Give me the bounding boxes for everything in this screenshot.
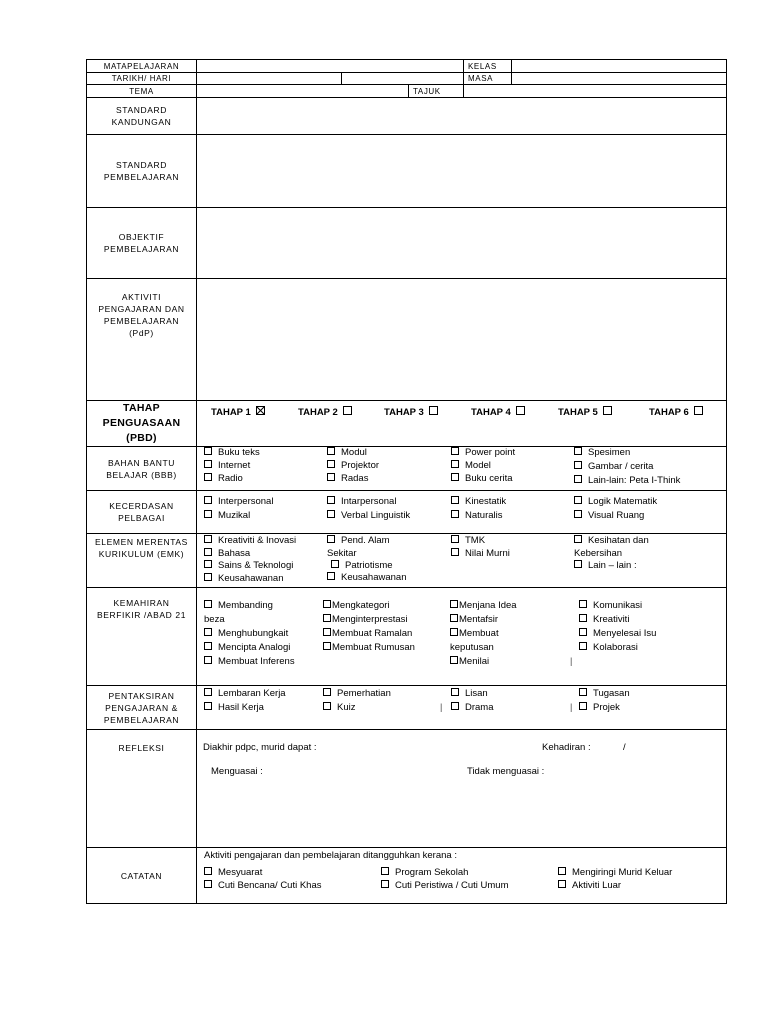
kemahiran-option[interactable]: Kreativiti [579, 614, 629, 626]
checkbox-icon[interactable] [381, 867, 389, 875]
checkbox-icon[interactable] [429, 406, 438, 415]
tidak-menguasai-text: Tidak menguasai : [467, 766, 545, 777]
checkbox-icon[interactable] [323, 614, 331, 622]
kecerdasan-option[interactable]: Interpersonal [204, 496, 273, 508]
cursor-mark: | [570, 656, 573, 666]
bbb-option[interactable]: Spesimen [574, 447, 630, 459]
kemahiran-option[interactable]: Menghubungkait [204, 628, 288, 640]
standard-kandungan-label: STANDARD KANDUNGAN [87, 98, 197, 134]
row-standard-kandungan [87, 98, 726, 135]
checkbox-icon[interactable] [574, 475, 582, 483]
checkbox-icon[interactable] [451, 688, 459, 696]
checkbox-icon[interactable] [451, 535, 459, 543]
hari-value[interactable] [342, 73, 464, 84]
checkbox-icon[interactable] [327, 535, 335, 543]
checkbox-icon[interactable] [204, 702, 212, 710]
tarikh-value[interactable] [197, 73, 342, 84]
cursor-mark: | [440, 702, 443, 712]
tahap-4[interactable]: TAHAP 4 [471, 406, 525, 418]
checkbox-icon[interactable] [579, 614, 587, 622]
row-aktiviti [87, 279, 726, 401]
checkbox-icon[interactable] [327, 473, 335, 481]
row-bbb [87, 447, 726, 491]
checkbox-icon[interactable] [204, 473, 212, 481]
checkbox-icon[interactable] [558, 867, 566, 875]
objektif-label: OBJEKTIF PEMBELAJARAN [87, 208, 197, 278]
checkbox-icon[interactable] [323, 628, 331, 636]
checkbox-icon[interactable] [579, 642, 587, 650]
kecerdasan-option[interactable]: Muzikal [204, 510, 250, 522]
tajuk-label: TAJUK [409, 85, 464, 97]
checkbox-icon[interactable] [579, 688, 587, 696]
kemahiran-option[interactable]: Menjana Idea [450, 600, 517, 612]
checkbox-icon[interactable] [451, 702, 459, 710]
kecerdasan-option[interactable]: Visual Ruang [574, 510, 644, 522]
kemahiran-option[interactable]: Membuat Rumusan [323, 642, 415, 654]
tarikh-label: TARIKH/ HARI [87, 73, 197, 84]
kemahiran-option[interactable]: Membuat Ramalan [323, 628, 412, 640]
pentaksiran-option[interactable]: Lisan [451, 688, 488, 700]
bbb-option[interactable]: Radio [204, 473, 243, 485]
catatan-option[interactable]: Mesyuarat [204, 867, 262, 879]
row-pentaksiran [87, 686, 726, 730]
catatan-option[interactable]: Cuti Bencana/ Cuti Khas [204, 880, 322, 892]
checkbox-icon[interactable] [450, 628, 458, 636]
row-emk [87, 534, 726, 588]
checkbox-icon[interactable] [579, 600, 587, 608]
bbb-label: BAHAN BANTU BELAJAR (BBB) [87, 447, 197, 490]
kecerdasan-label: KECERDASAN PELBAGAI [87, 491, 197, 533]
tema-value[interactable] [197, 85, 409, 97]
catatan-option[interactable]: Aktiviti Luar [558, 880, 621, 892]
checkbox-icon[interactable] [451, 460, 459, 468]
checkbox-icon[interactable] [204, 460, 212, 468]
pentaksiran-option[interactable]: Drama [451, 702, 494, 714]
checkbox-icon[interactable] [331, 560, 339, 568]
kemahiran-option[interactable]: Mengkategori [323, 600, 390, 612]
checkbox-icon[interactable] [574, 560, 582, 568]
checkbox-icon[interactable] [323, 702, 331, 710]
checkbox-icon[interactable] [603, 406, 612, 415]
checkbox-icon[interactable] [579, 628, 587, 636]
emk-option[interactable]: Kesihatan dan [574, 535, 649, 547]
emk-option[interactable]: Sains & Teknologi [204, 560, 293, 572]
checkbox-icon[interactable] [204, 880, 212, 888]
bbb-option[interactable]: Modul [327, 447, 367, 459]
tahap-5[interactable]: TAHAP 5 [558, 406, 612, 418]
kemahiran-option[interactable]: Menginterprestasi [323, 614, 408, 626]
emk-option[interactable]: Lain – lain : [574, 560, 637, 572]
checkbox-icon[interactable] [323, 642, 331, 650]
checkbox-icon[interactable] [204, 573, 212, 581]
bbb-option[interactable]: Buku teks [204, 447, 260, 459]
masa-label: MASA [464, 73, 512, 84]
emk-option[interactable]: Kreativiti & Inovasi [204, 535, 296, 547]
catatan-option[interactable]: Mengiringi Murid Keluar [558, 867, 672, 879]
checkbox-icon[interactable] [451, 548, 459, 556]
checkbox-icon[interactable] [204, 600, 212, 608]
checkbox-icon[interactable] [450, 614, 458, 622]
checkbox-icon[interactable] [327, 447, 335, 455]
checkbox-icon[interactable] [450, 600, 458, 608]
checkbox-icon[interactable] [327, 572, 335, 580]
checkbox-icon[interactable] [327, 510, 335, 518]
kemahiran-option[interactable]: Membanding [204, 600, 273, 612]
pentaksiran-option[interactable]: Projek [579, 702, 620, 714]
kehadiran-text: Kehadiran : [542, 742, 591, 753]
emk-option[interactable]: Pend. Alam [327, 535, 390, 547]
catatan-option[interactable]: Cuti Peristiwa / Cuti Umum [381, 880, 509, 892]
kemahiran-option[interactable]: Membuat Inferens [204, 656, 295, 668]
checkbox-icon[interactable] [204, 867, 212, 875]
emk-option[interactable]: TMK [451, 535, 485, 547]
matapelajaran-label: MATAPELAJARAN [87, 60, 197, 72]
checkbox-icon[interactable] [574, 447, 582, 455]
lesson-plan-form [86, 59, 727, 904]
checked-box-icon[interactable] [256, 406, 265, 415]
bbb-option[interactable]: Power point [451, 447, 515, 459]
row-tahap [87, 401, 726, 447]
checkbox-icon[interactable] [204, 628, 212, 636]
emk-label: ELEMEN MERENTAS KURIKULUM (EMK) [87, 534, 197, 587]
tahap-6[interactable]: TAHAP 6 [649, 406, 703, 418]
checkbox-icon[interactable] [343, 406, 352, 415]
checkbox-icon[interactable] [204, 642, 212, 650]
checkbox-icon[interactable] [579, 702, 587, 710]
kemahiran-option[interactable]: Membuat [450, 628, 499, 640]
kemahiran-label: KEMAHIRAN BERFIKIR /ABAD 21 [87, 588, 197, 685]
checkbox-icon[interactable] [574, 496, 582, 504]
emk-option[interactable]: Bahasa [204, 548, 250, 560]
bbb-option[interactable]: Model [451, 460, 491, 472]
checkbox-icon[interactable] [451, 473, 459, 481]
checkbox-icon[interactable] [574, 535, 582, 543]
kelas-label: KELAS [464, 60, 512, 72]
refleksi-label: REFLEKSI [87, 730, 197, 847]
catatan-label: CATATAN [87, 848, 197, 904]
kemahiran-text: keputusan [450, 642, 494, 653]
emk-option[interactable]: Keusahawanan [327, 572, 407, 584]
checkbox-icon[interactable] [451, 510, 459, 518]
checkbox-icon[interactable] [558, 880, 566, 888]
emk-option[interactable]: Nilai Murni [451, 548, 510, 560]
checkbox-icon[interactable] [451, 447, 459, 455]
menguasai-text: Menguasai : [211, 766, 263, 777]
kecerdasan-option[interactable]: Kinestatik [451, 496, 506, 508]
checkbox-icon[interactable] [694, 406, 703, 415]
tahap-2[interactable]: TAHAP 2 [298, 406, 352, 418]
emk-option[interactable]: Keusahawanan [204, 573, 284, 585]
row-kecerdasan [87, 491, 726, 534]
row-refleksi [87, 730, 726, 848]
checkbox-icon[interactable] [574, 510, 582, 518]
cursor-mark: | [570, 702, 573, 712]
row-catatan [87, 848, 726, 904]
matapelajaran-value[interactable] [197, 60, 464, 72]
tahap-3[interactable]: TAHAP 3 [384, 406, 438, 418]
kemahiran-text: beza [204, 614, 225, 625]
checkbox-icon[interactable] [516, 406, 525, 415]
checkbox-icon[interactable] [204, 447, 212, 455]
bbb-option[interactable]: Internet [204, 460, 250, 472]
emk-text: Kebersihan [574, 548, 623, 559]
row-objektif [87, 208, 726, 279]
bbb-option[interactable]: Projektor [327, 460, 379, 472]
checkbox-icon[interactable] [204, 560, 212, 568]
kemahiran-option[interactable]: Kolaborasi [579, 642, 638, 654]
row-tema [87, 85, 726, 98]
kehadiran-slash: / [623, 742, 626, 753]
kecerdasan-option[interactable]: Intarpersonal [327, 496, 396, 508]
row-tarikh [87, 73, 726, 85]
tahap-1[interactable]: TAHAP 1 [211, 406, 265, 418]
checkbox-icon[interactable] [204, 548, 212, 556]
checkbox-icon[interactable] [574, 461, 582, 469]
kecerdasan-option[interactable]: Naturalis [451, 510, 503, 522]
row-matapelajaran [87, 60, 726, 73]
checkbox-icon[interactable] [204, 510, 212, 518]
kemahiran-option[interactable]: Menyelesai Isu [579, 628, 656, 640]
pentaksiran-option[interactable]: Hasil Kerja [204, 702, 264, 714]
bbb-option[interactable]: Lain-lain: Peta I-Think [574, 475, 680, 487]
checkbox-icon[interactable] [381, 880, 389, 888]
bbb-option[interactable]: Buku cerita [451, 473, 513, 485]
row-kemahiran [87, 588, 726, 686]
row-standard-pembelajaran [87, 135, 726, 208]
diakhir-text: Diakhir pdpc, murid dapat : [203, 742, 317, 753]
pentaksiran-option[interactable]: Tugasan [579, 688, 630, 700]
pentaksiran-label: PENTAKSIRAN PENGAJARAN & PEMBELAJARAN [87, 686, 197, 729]
checkbox-icon[interactable] [323, 688, 331, 696]
kecerdasan-option[interactable]: Verbal Linguistik [327, 510, 410, 522]
pentaksiran-option[interactable]: Pemerhatian [323, 688, 391, 700]
checkbox-icon[interactable] [204, 688, 212, 696]
kemahiran-option[interactable]: Mencipta Analogi [204, 642, 290, 654]
checkbox-icon[interactable] [451, 496, 459, 504]
pentaksiran-option[interactable]: Lembaran Kerja [204, 688, 286, 700]
catatan-option[interactable]: Program Sekolah [381, 867, 468, 879]
tema-label: TEMA [87, 85, 197, 97]
kemahiran-option[interactable]: Komunikasi [579, 600, 642, 612]
checkbox-icon[interactable] [327, 460, 335, 468]
catatan-intro: Aktiviti pengajaran dan pembelajaran ditangguhkan kerana : [204, 850, 457, 861]
emk-text: Sekitar [327, 548, 357, 559]
standard-pembelajaran-label: STANDARD PEMBELAJARAN [87, 135, 197, 207]
checkbox-icon[interactable] [323, 600, 331, 608]
pentaksiran-option[interactable]: Kuiz [323, 702, 355, 714]
kemahiran-option[interactable]: Menilai [450, 656, 489, 668]
bbb-option[interactable]: Radas [327, 473, 368, 485]
checkbox-icon[interactable] [204, 535, 212, 543]
emk-option[interactable]: Patriotisme [331, 560, 393, 572]
kecerdasan-option[interactable]: Logik Matematik [574, 496, 657, 508]
checkbox-icon[interactable] [204, 656, 212, 664]
checkbox-icon[interactable] [204, 496, 212, 504]
aktiviti-label: AKTIVITI PENGAJARAN DAN PEMBELAJARAN (PdP) [87, 279, 197, 400]
bbb-option[interactable]: Gambar / cerita [574, 461, 653, 473]
checkbox-icon[interactable] [327, 496, 335, 504]
kemahiran-option[interactable]: Mentafsir [450, 614, 498, 626]
checkbox-icon[interactable] [450, 656, 458, 664]
tahap-label: TAHAP PENGUASAAN (PBD) [87, 401, 197, 446]
